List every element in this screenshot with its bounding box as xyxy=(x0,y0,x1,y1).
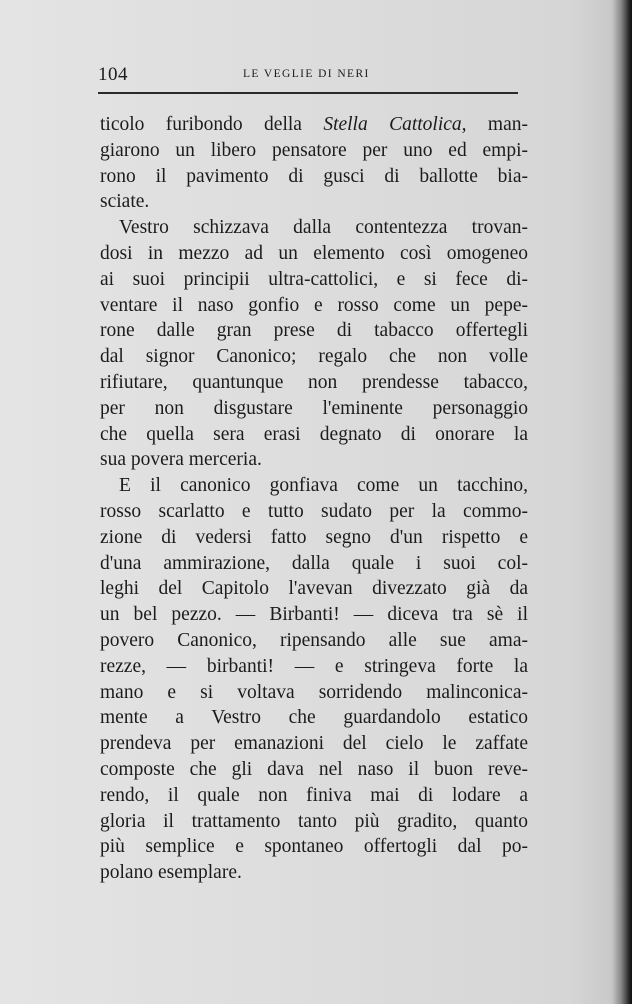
text-line: sua povera merceria. xyxy=(100,449,262,471)
text-line: ticolo furibondo della Stella Cattolica, man- xyxy=(100,114,528,135)
text-line: dal signor Canonico; regalo che non volle xyxy=(100,346,528,368)
page-edge-shadow xyxy=(610,0,632,1004)
text-line: dosi in mezzo ad un elemento così omogeneo xyxy=(100,242,528,264)
text-line: più semplice e spontaneo offertogli dal po- xyxy=(100,836,528,858)
page-number: 104 xyxy=(98,64,128,85)
text-line: giarono un libero pensatore per uno ed empi- xyxy=(100,139,528,161)
text-line: prendeva per emanazioni del cielo le zaffate xyxy=(100,733,528,755)
text-line: rosso scarlatto e tutto sudato per la commo- xyxy=(100,500,528,522)
text-line: per non disgustare l'eminente personaggio xyxy=(100,397,528,419)
text-line: rezze, — birbanti! — e stringeva forte la xyxy=(100,655,528,677)
text-line: leghi del Capitolo l'avevan divezzato già da xyxy=(100,578,528,600)
text-line: gloria il trattamento tanto più gradito, quanto xyxy=(100,810,528,832)
text-line: un bel pezzo. — Birbanti! — diceva tra sè il xyxy=(100,604,528,626)
paragraph-start-line: Vestro schizzava dalla contentezza trovan- xyxy=(119,217,528,239)
text-line: ventare il naso gonfio e rosso come un pepe- xyxy=(100,294,528,316)
text-line: mano e si voltava sorridendo malinconica- xyxy=(100,681,528,703)
header-rule xyxy=(98,92,518,94)
body-text xyxy=(100,112,528,886)
text-line: zione di vedersi fatto segno d'un rispetto e xyxy=(100,526,528,548)
text-line: che quella sera erasi degnato di onorare la xyxy=(100,423,528,445)
text-line: povero Canonico, ripensando alle sue ama- xyxy=(100,629,528,651)
text-line: polano esemplare. xyxy=(100,862,242,884)
text-line: mente a Vestro che guardandolo estatico xyxy=(100,707,528,729)
text-line: rone dalle gran prese di tabacco offertegli xyxy=(100,320,528,342)
text-line: ai suoi principii ultra-cattolici, e si fece di- xyxy=(100,268,528,290)
page-header xyxy=(98,58,518,88)
text-line: d'una ammirazione, dalla quale i suoi col- xyxy=(100,552,528,574)
text-line: rifiutare, quantunque non prendesse tabacco, xyxy=(100,371,528,393)
text-line: composte che gli dava nel naso il buon reve- xyxy=(100,758,528,780)
text-line: sciate. xyxy=(100,191,150,213)
running-title: LE VEGLIE DI NERI xyxy=(243,68,370,80)
paragraph-start-line: E il canonico gonfiava come un tacchino, xyxy=(119,475,528,497)
text-line: rono il pavimento di gusci di ballotte bia- xyxy=(100,165,528,187)
text-line: rendo, il quale non finiva mai di lodare a xyxy=(100,784,528,806)
